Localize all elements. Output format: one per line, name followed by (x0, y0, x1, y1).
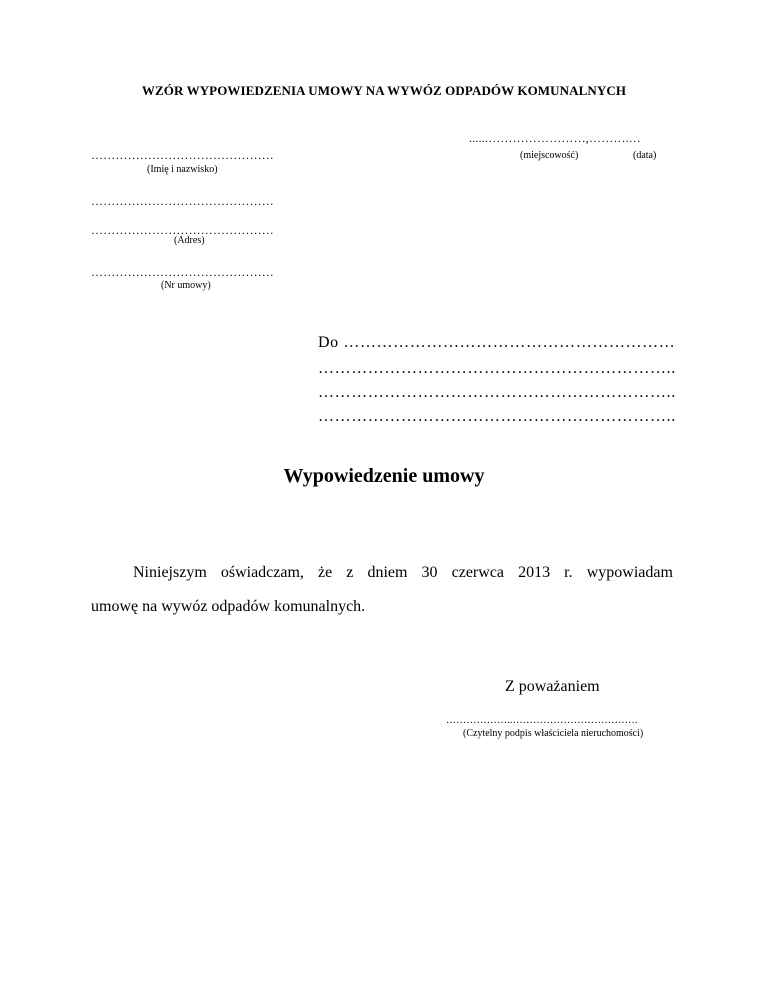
document-title: WZÓR WYPOWIEDZENIA UMOWY NA WYWÓZ ODPADÓW KOMUNALNYCH (141, 83, 627, 98)
body-word: że (318, 564, 333, 581)
body-word: z (346, 564, 354, 581)
body-word: czerwca (451, 564, 505, 581)
body-word: dniem (367, 564, 408, 581)
address-caption: (Adres) (174, 235, 205, 246)
body-word: Niniejszym (133, 564, 207, 581)
signature-caption: (Czytelny podpis właściciela nieruchomości) (463, 728, 644, 739)
address-dots-2: ……………………………………… (91, 223, 274, 237)
closing-greeting: Z poważaniem (505, 678, 600, 695)
recipient-line-3: ……………………………………………………….. (318, 384, 676, 401)
contract-dots: ……………………………………… (91, 265, 274, 279)
section-heading: Wypowiedzenie umowy (283, 465, 485, 487)
recipient-line-2: ……………………………………………………….. (318, 360, 676, 377)
recipient-line-1: Do …………………………………………………… (318, 334, 676, 351)
body-word: 30 (421, 564, 438, 581)
body-line-1 (133, 564, 673, 582)
body-line-2: umowę na wywóz odpadów komunalnych. (91, 598, 366, 615)
date-caption: (data) (633, 150, 657, 161)
body-word: oświadczam, (220, 564, 304, 581)
address-dots-1: ……………………………………… (91, 194, 274, 208)
contract-caption: (Nr umowy) (161, 280, 211, 291)
signature-dots: ………………..………………………………. (446, 715, 638, 726)
place-caption: (miejscowość) (520, 150, 579, 161)
recipient-line-4: ……………………………………………………….. (318, 408, 676, 425)
body-word: 2013 (518, 564, 551, 581)
body-word: wypowiadam (586, 564, 673, 581)
body-word: r. (564, 564, 573, 581)
name-dots: ……………………………………… (91, 148, 274, 162)
name-caption: (Imię i nazwisko) (147, 164, 218, 175)
place-date-dots: ......……………………,……….… (469, 131, 641, 145)
